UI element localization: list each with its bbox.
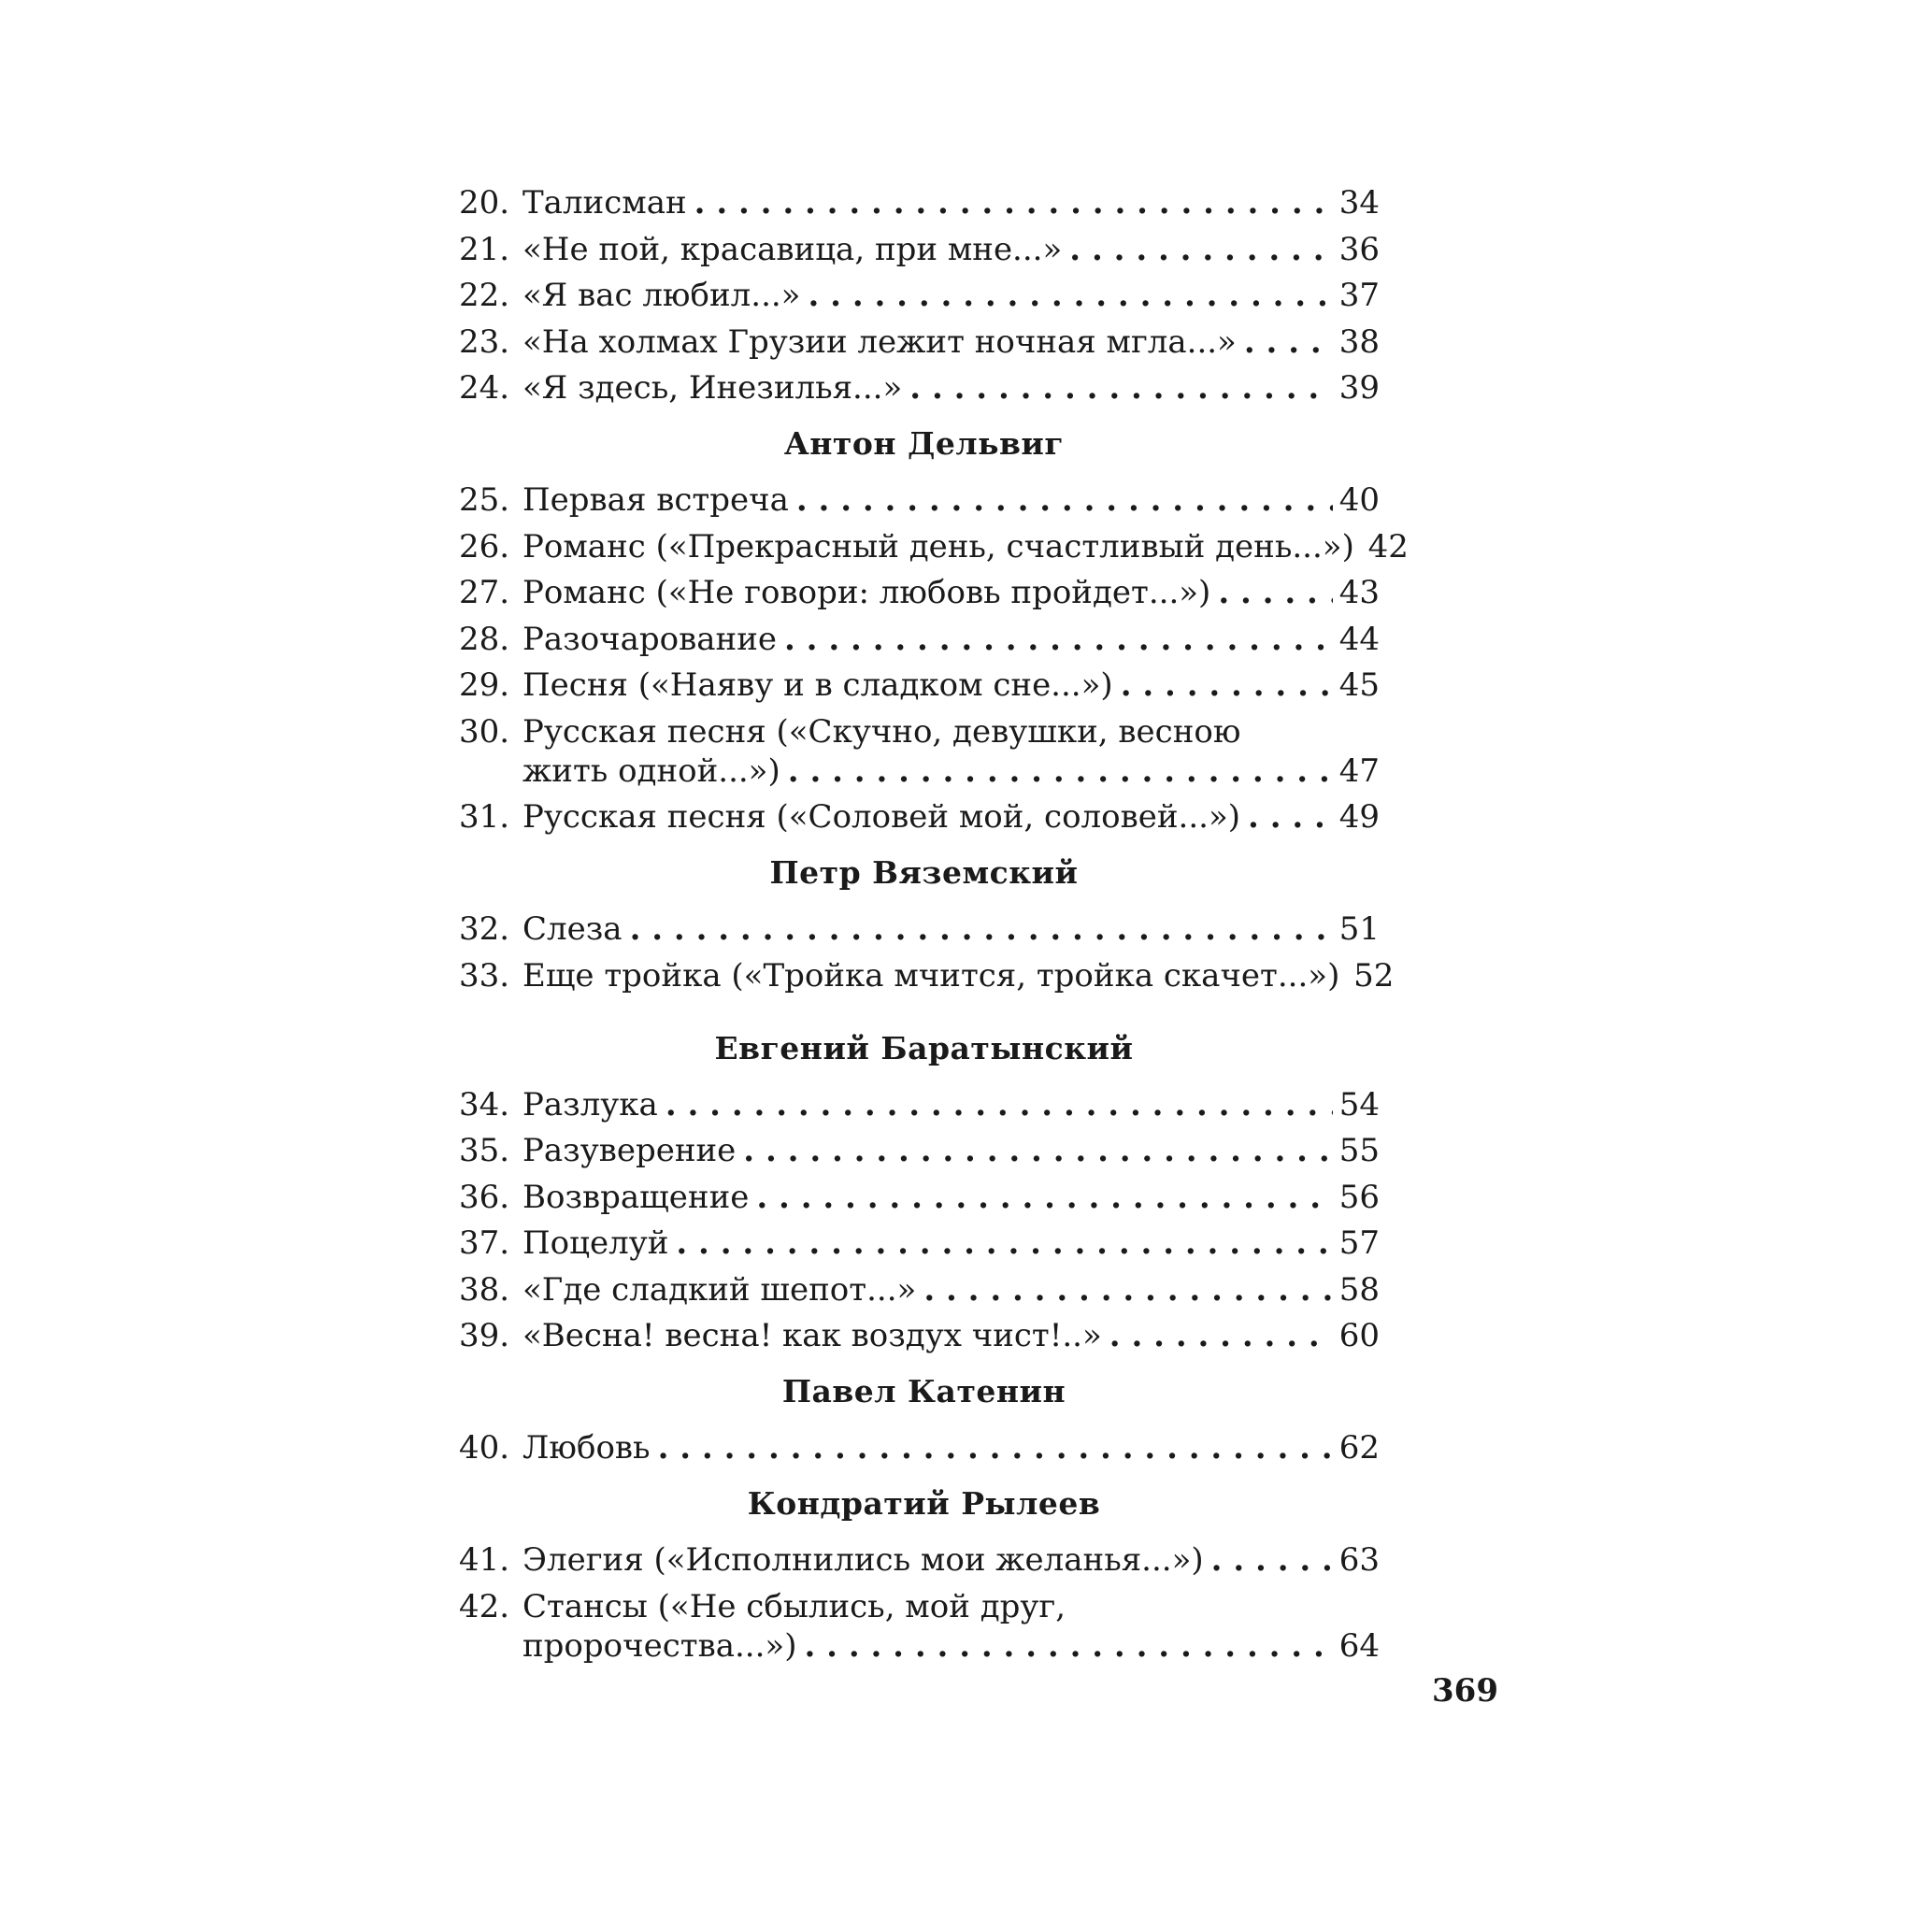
entry-page: 45 [1338, 666, 1380, 704]
entry-number: 25. [459, 481, 510, 519]
entry-title: Разочарование [522, 620, 777, 658]
entry-title: «Где сладкий шепот...» [522, 1270, 917, 1309]
dot-leader [788, 751, 1333, 791]
entry-title: Первая встреча [522, 481, 789, 519]
entry-page: 47 [1338, 751, 1380, 790]
toc-entry[interactable] [459, 1587, 1380, 1666]
entry-title: Песня («Наяву и в сладком сне...») [522, 666, 1113, 704]
toc-entry[interactable] [459, 230, 1380, 269]
entry-number: 42. [459, 1587, 510, 1625]
entry-number: 37. [459, 1224, 510, 1262]
entry-page: 64 [1338, 1626, 1380, 1665]
entry-title: жить одной...») [522, 751, 780, 790]
entry-number: 23. [459, 322, 510, 361]
entry-page: 54 [1338, 1085, 1380, 1123]
entry-title: Возвращение [522, 1178, 750, 1216]
entry-title: «Я здесь, Инезилья...» [522, 369, 903, 407]
dot-leader [1109, 1316, 1333, 1355]
dot-leader [808, 276, 1333, 315]
dot-leader [665, 1085, 1333, 1124]
entry-title: Романс («Не говори: любовь пройдет...») [522, 574, 1211, 611]
author-heading: Кондратий Рылеев [747, 1485, 1101, 1522]
toc-entry[interactable] [459, 480, 1380, 520]
toc-entry[interactable] [459, 322, 1380, 362]
entry-number: 33. [459, 956, 510, 995]
entry-title: Любовь [522, 1429, 651, 1467]
entry-number: 30. [459, 712, 510, 751]
entry-number: 24. [459, 369, 510, 407]
dot-leader [796, 480, 1333, 520]
entry-page: 37 [1338, 277, 1380, 314]
toc-entry[interactable] [459, 368, 1380, 408]
dot-leader [694, 183, 1333, 222]
entry-number: 28. [459, 620, 510, 658]
dot-leader [923, 1270, 1333, 1309]
entry-page: 42 [1367, 527, 1409, 565]
entry-page: 36 [1338, 230, 1380, 268]
page-number: 369 [1432, 1672, 1498, 1710]
dot-leader [756, 1178, 1333, 1217]
toc-entry[interactable] [459, 1131, 1380, 1170]
entry-page: 40 [1338, 481, 1380, 519]
toc-entry[interactable] [459, 909, 1380, 949]
entry-title: Талисман [522, 184, 687, 222]
toc-entry[interactable] [459, 665, 1380, 705]
entry-page: 43 [1338, 574, 1380, 611]
toc-entry[interactable] [459, 183, 1380, 222]
entry-number: 39. [459, 1317, 510, 1354]
toc-entry[interactable] [459, 276, 1380, 315]
dot-leader [743, 1131, 1333, 1170]
toc-entry[interactable] [459, 797, 1380, 837]
entry-title-line1: Стансы («Не сбылись, мой друг, [522, 1587, 1066, 1625]
entry-number: 22. [459, 277, 510, 314]
toc-entry[interactable] [459, 1428, 1380, 1467]
toc-entry[interactable] [459, 1085, 1380, 1124]
entry-title: Русская песня («Соловей мой, соловей...») [522, 798, 1241, 836]
entry-page: 62 [1338, 1429, 1380, 1467]
entry-number: 27. [459, 574, 510, 611]
entry-title: «Весна! весна! как воздух чист!..» [522, 1317, 1102, 1354]
entry-page: 58 [1338, 1270, 1380, 1309]
toc-entry[interactable] [459, 1178, 1380, 1217]
author-heading: Павел Катенин [781, 1373, 1066, 1410]
toc-entry[interactable] [459, 573, 1380, 612]
entry-page: 49 [1338, 798, 1380, 836]
entry-number: 35. [459, 1132, 510, 1169]
entry-number: 20. [459, 184, 510, 222]
entry-page: 39 [1338, 369, 1380, 407]
entry-title: «Я вас любил...» [522, 277, 801, 314]
entry-number: 31. [459, 798, 510, 836]
entry-page: 55 [1338, 1132, 1380, 1169]
dot-leader [1069, 230, 1333, 269]
entry-page: 63 [1338, 1541, 1380, 1579]
entry-title: Поцелуй [522, 1224, 669, 1262]
entry-number: 21. [459, 230, 510, 268]
entry-number: 26. [459, 527, 510, 565]
dot-leader [630, 909, 1333, 949]
dot-leader [658, 1428, 1333, 1467]
entry-title: Слеза [522, 910, 623, 948]
toc-entry[interactable] [459, 1540, 1380, 1580]
entry-number: 36. [459, 1178, 510, 1216]
entry-title: Разуверение [522, 1132, 737, 1169]
entry-page: 38 [1338, 322, 1380, 361]
entry-number: 34. [459, 1085, 510, 1123]
entry-title: «Не пой, красавица, при мне...» [522, 230, 1063, 268]
entry-title: пророчества...») [522, 1626, 797, 1665]
dot-leader [1211, 1540, 1333, 1580]
entry-number: 29. [459, 666, 510, 704]
dot-leader [784, 620, 1333, 659]
entry-page: 52 [1353, 956, 1395, 995]
toc-entry[interactable] [459, 527, 1409, 566]
toc-entry[interactable] [459, 712, 1380, 791]
dot-leader [909, 368, 1333, 408]
toc-entry[interactable] [459, 1224, 1380, 1263]
dot-leader [1248, 797, 1333, 837]
entry-page: 56 [1338, 1178, 1380, 1216]
author-heading: Евгений Баратынский [714, 1029, 1134, 1066]
dot-leader [804, 1626, 1333, 1666]
toc-entry[interactable] [459, 1316, 1380, 1355]
dot-leader [1244, 322, 1333, 362]
toc-entry[interactable] [459, 620, 1380, 659]
entry-page: 44 [1338, 620, 1380, 658]
author-heading: Антон Дельвиг [783, 425, 1065, 462]
dot-leader [676, 1224, 1333, 1263]
entry-page: 51 [1338, 910, 1380, 948]
entry-title: Элегия («Исполнились мои желанья...») [522, 1541, 1204, 1579]
entry-title: Разлука [522, 1085, 658, 1123]
entry-title-line1: Русская песня («Скучно, девушки, весною [522, 712, 1241, 751]
entry-number: 38. [459, 1270, 510, 1309]
entry-title: Еще тройка («Тройка мчится, тройка скачет...») [522, 956, 1340, 995]
entry-number: 40. [459, 1429, 510, 1467]
entry-page: 57 [1338, 1224, 1380, 1262]
toc-entry[interactable] [459, 1270, 1380, 1309]
entry-number: 41. [459, 1541, 510, 1579]
dot-leader [1121, 665, 1333, 705]
entry-title: Романс («Прекрасный день, счастливый день...») [522, 527, 1354, 565]
entry-title: «На холмах Грузии лежит ночная мгла...» [522, 322, 1237, 361]
entry-number: 32. [459, 910, 510, 948]
entry-page: 34 [1338, 184, 1380, 222]
dot-leader [1218, 573, 1333, 612]
author-heading: Петр Вяземский [769, 854, 1079, 891]
entry-page: 60 [1338, 1317, 1380, 1354]
table-of-contents [459, 183, 1409, 1672]
toc-entry[interactable] [459, 956, 1395, 995]
